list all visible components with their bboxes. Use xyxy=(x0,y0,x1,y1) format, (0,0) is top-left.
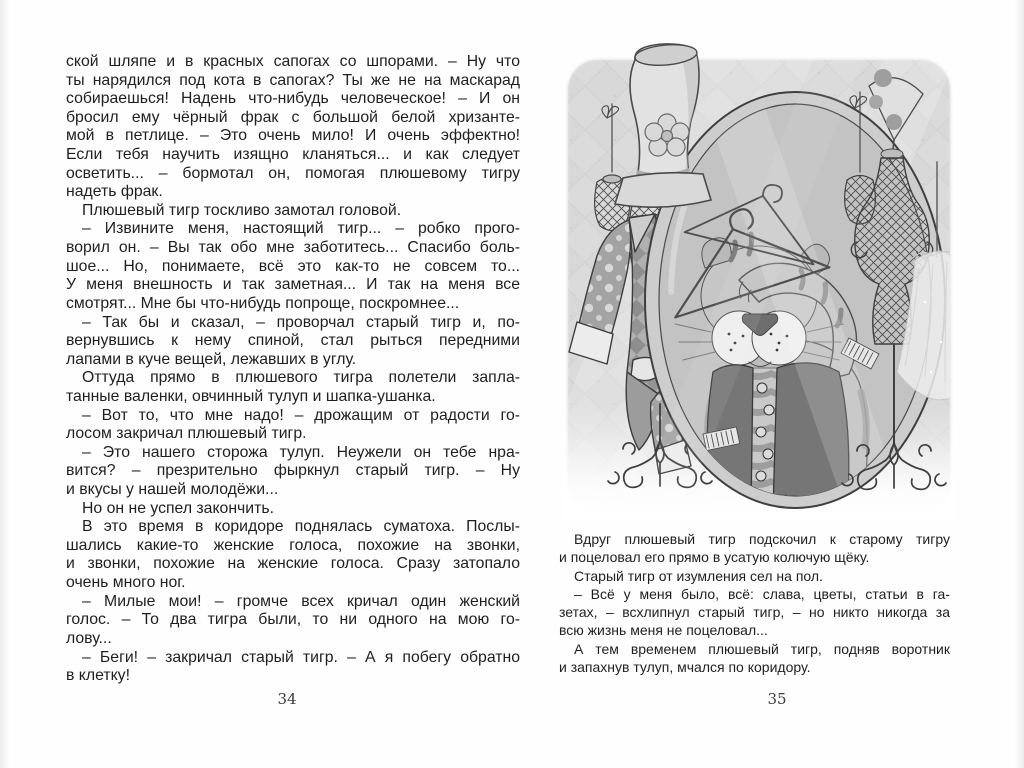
text-line: осветить... – бормотал он, помогая плюшевому тигру xyxy=(66,164,520,182)
text-line: и вкусы у нашей молодёжи... xyxy=(66,481,279,499)
page-edge-shade-left xyxy=(0,0,10,768)
text-line: мой в петлице. – Это очень мило! И очень эффектно! xyxy=(66,127,520,145)
text-line: вернувшись к нему спиной, стал рыться передними xyxy=(66,332,520,350)
text-line: Если тебя научить изящно кланяться... и как следует xyxy=(66,146,520,164)
text-line: – Вот то, что мне надо! – дрожащим от радости го- xyxy=(82,406,520,424)
text-line: – Так бы и сказал, – проворчал старый тигр и, по- xyxy=(82,313,520,331)
text-line: вится? – презрительно фыркнул старый тигр. – Ну xyxy=(66,462,520,480)
text-line: Плюшевый тигр тоскливо замотал головой. xyxy=(82,201,402,219)
text-line: и поцеловал его прямо в усатую колючую щёку. xyxy=(559,549,870,566)
text-line: ворил он. – Вы так обо мне заботитесь... Спасибо боль- xyxy=(66,239,520,257)
text-line: Старый тигр от изумления сел на пол. xyxy=(574,567,823,584)
page-number-left: 34 xyxy=(277,690,297,708)
text-line: – Беги! – закричал старый тигр. – А я побегу обратно xyxy=(82,648,520,666)
text-line: шое... Но, понимаете, всё это как-то не совсем то... xyxy=(66,257,520,275)
text-line: – Извините меня, настоящий тигр... – робко прого- xyxy=(82,220,520,238)
text-line: и запахнув тулуп, мчался по коридору. xyxy=(559,659,811,676)
page-edge-shade-right xyxy=(1014,0,1024,768)
text-line: лову... xyxy=(66,629,112,647)
text-line: ты нарядился под кота в сапогах? Ты же не на маскарад xyxy=(66,71,520,89)
text-line: танные валенки, овчинный тулуп и шапка-ушанка. xyxy=(66,387,436,405)
text-line: лапами в куче вещей, лежавших в углу. xyxy=(66,350,357,368)
text-line: – Всё у меня было, всё: слава, цветы, статьи в га- xyxy=(574,585,950,602)
text-line: и звонки, похожие на женские голоса. Сразу затопало xyxy=(66,555,520,573)
text-line: надеть фрак. xyxy=(66,183,163,201)
text-line: лосом закричал плюшевый тигр. xyxy=(66,425,307,443)
right-page-text xyxy=(559,530,950,676)
text-line: всю жизнь меня не поцеловал... xyxy=(559,622,768,639)
page-number-right: 35 xyxy=(767,690,787,708)
text-line: В это время в коридоре поднялась суматоха. Послы- xyxy=(82,518,520,536)
illustration xyxy=(563,42,955,520)
text-line: очень много ног. xyxy=(66,574,186,592)
text-line: бросил ему чёрный фрак с большой белой хризанте- xyxy=(66,108,520,126)
text-line: Вдруг плюшевый тигр подскочил к старому тигру xyxy=(574,531,950,547)
left-page-text xyxy=(66,53,520,686)
text-line: Оттуда прямо в плюшевого тигра полетели запла- xyxy=(82,369,520,387)
text-line: – Это нашего сторожа тулуп. Неужели он тебе нра- xyxy=(82,443,520,461)
text-line: голос. – То два тигра были, то ни одного на мою го- xyxy=(66,611,520,629)
text-line: ской шляпе и в красных сапогах со шпорами. – Ну что xyxy=(66,53,520,70)
text-line: собираешься! Надень что-нибудь человеческое! – И он xyxy=(66,90,520,108)
text-line: в клетку! xyxy=(66,667,130,685)
text-line: смотрят... Мне бы что-нибудь попроще, поскромнее... xyxy=(66,294,460,312)
text-line: А тем временем плюшевый тигр, подняв воротник xyxy=(574,640,950,657)
text-line: Но он не успел закончить. xyxy=(82,499,274,517)
text-line: зетах, – всхлипнул старый тигр, – но никто никогда за xyxy=(559,604,950,621)
text-line: – Милые мои! – громче всех кричал один женский xyxy=(82,592,520,610)
text-line: шались какие-то женские голоса, похожие на звонки, xyxy=(66,536,520,554)
text-line: У меня внешность и так заметная... И так на меня все xyxy=(66,276,520,294)
